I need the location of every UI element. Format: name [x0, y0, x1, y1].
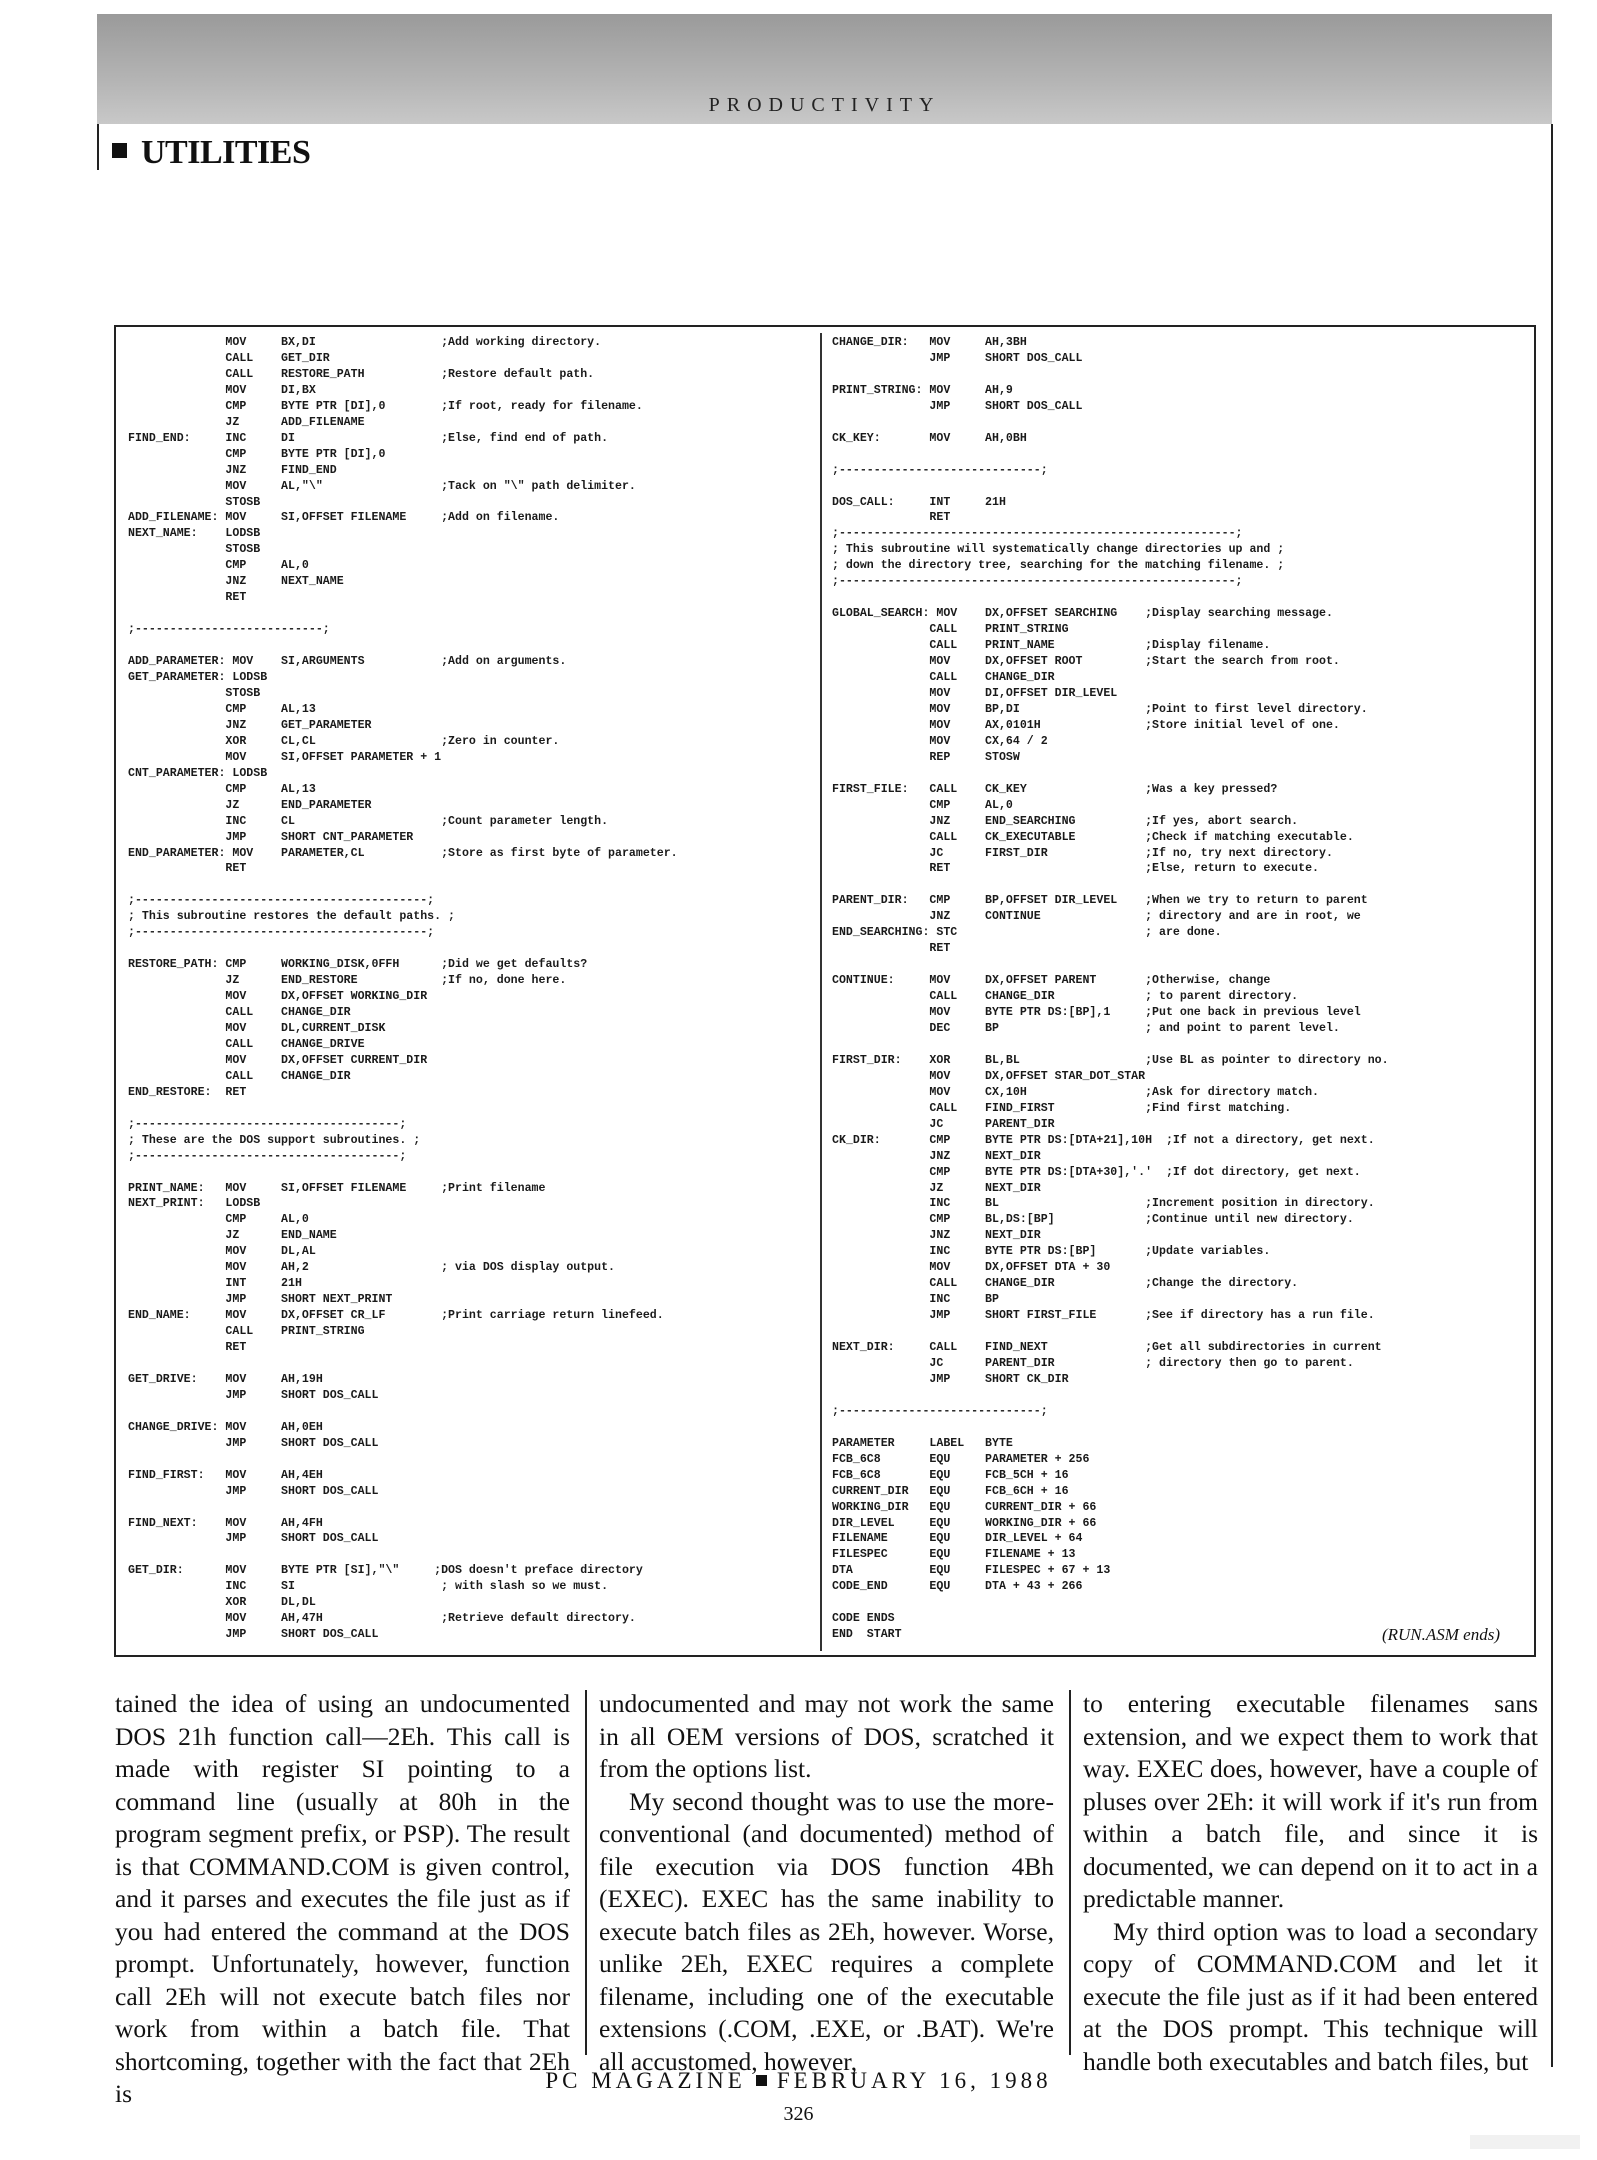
code-line: STOSB: [128, 543, 261, 557]
code-line: PARENT_DIR: CMP BP,OFFSET DIR_LEVEL ;When we try to return to parent: [832, 894, 1368, 908]
code-line: [832, 1388, 1532, 1404]
code-line: CNT_PARAMETER: LODSB: [128, 766, 268, 780]
code-line: INT 21H: [128, 1277, 302, 1291]
code-line: CK_KEY: MOV AH,0BH: [832, 431, 1027, 445]
code-line: [128, 1452, 818, 1468]
code-line: REP STOSW: [832, 750, 1020, 764]
code-line: JZ END_PARAMETER: [128, 798, 372, 812]
code-line: JZ END_RESTORE ;If no, done here.: [128, 974, 567, 988]
code-line: ;--------------------------------------;: [128, 1117, 407, 1131]
code-line: ;--------------------------------------;: [128, 1149, 407, 1163]
code-line: ; This subroutine restores the default paths. ;: [128, 910, 455, 924]
code-line: GET_PARAMETER: LODSB: [128, 671, 268, 685]
code-line: MOV AL,"\" ;Tack on "\" path delimiter.: [128, 479, 636, 493]
code-line: JNZ GET_PARAMETER: [128, 718, 372, 732]
code-line: FCB_6C8 EQU PARAMETER + 256: [832, 1452, 1090, 1466]
magazine-name: PC MAGAZINE: [545, 2068, 746, 2093]
paragraph: My third option was to load a secondary copy of COMMAND.COM and let it execute the file just as if it had been entered at the DOS prompt. This technique will handle both executables and batch files, but: [1083, 1916, 1538, 2076]
code-line: GET_DIR: MOV BYTE PTR [SI],"\" ;DOS doesn't preface directory: [128, 1564, 643, 1578]
issue-date: FEBRUARY 16, 1988: [776, 2068, 1052, 2093]
code-line: CALL CHANGE_DIR: [128, 1069, 351, 1083]
code-line: [832, 957, 1532, 973]
code-line: CALL CHANGE_DIR: [832, 671, 1055, 685]
paragraph: to entering executable filenames sans extension, and we expect them to work that way. EXEC does, however, have a couple of pluses over 2Eh: it will work if it's run from within a batch file, and since it is documented, we can depend on it to act in a predictable manner.: [1083, 1689, 1538, 1913]
code-line: XOR CL,CL ;Zero in counter.: [128, 734, 560, 748]
code-line: CK_DIR: CMP BYTE PTR DS:[DTA+21],10H ;If not a directory, get next.: [832, 1133, 1375, 1147]
code-line: CMP BYTE PTR [DI],0 ;If root, ready for filename.: [128, 399, 643, 413]
code-line: MOV DX,OFFSET CURRENT_DIR: [128, 1053, 428, 1067]
code-line: [128, 1404, 818, 1420]
paragraph: undocumented and may not work the same in all OEM versions of DOS, scratched it from the options list.: [599, 1689, 1054, 1783]
code-line: CMP AL,0: [832, 798, 1013, 812]
code-line: MOV BP,DI ;Point to first level directory.: [832, 702, 1368, 716]
code-line: MOV DI,BX: [128, 383, 316, 397]
code-line: JMP SHORT DOS_CALL: [128, 1484, 379, 1498]
code-line: JNZ NEXT_NAME: [128, 575, 344, 589]
code-line: [832, 367, 1532, 383]
code-line: [832, 877, 1532, 893]
code-line: ;---------------------------;: [128, 623, 330, 637]
paragraph: tained the idea of using an undocumented DOS 21h function call—2Eh. This call is made with register SI pointing to a command line (usually at 80h in the program segment prefix, or PSP). The result is that COMMAND.COM is given control, and it parses and executes the file just as if you had entered the command at the DOS prompt. Unfortunately, however, function call 2Eh will not execute batch files nor work from within a batch file. That shortcoming, together with the fact that 2Eh is: [115, 1689, 570, 2108]
code-line: NEXT_PRINT: LODSB: [128, 1197, 261, 1211]
code-line: RET: [128, 591, 247, 605]
code-line: NEXT_DIR: CALL FIND_NEXT ;Get all subdirectories in current: [832, 1341, 1382, 1355]
code-line: JNZ END_SEARCHING ;If yes, abort search.: [832, 814, 1299, 828]
code-line: [832, 1324, 1532, 1340]
code-line: JMP SHORT DOS_CALL: [128, 1388, 379, 1402]
footer-bullet: [756, 2075, 767, 2086]
code-line: JC PARENT_DIR: [832, 1117, 1055, 1131]
code-line: INC BP: [832, 1293, 999, 1307]
code-line: RESTORE_PATH: CMP WORKING_DISK,0FFH ;Did we get defaults?: [128, 958, 588, 972]
code-line: CALL FIND_FIRST ;Find first matching.: [832, 1101, 1292, 1115]
code-line: MOV AH,47H ;Retrieve default directory.: [128, 1612, 636, 1626]
code-line: [832, 590, 1532, 606]
code-line: FILESPEC EQU FILENAME + 13: [832, 1548, 1076, 1562]
code-line: RET: [128, 862, 247, 876]
code-line: CMP BYTE PTR DS:[DTA+30],'.' ;If dot directory, get next.: [832, 1165, 1361, 1179]
code-line: ADD_PARAMETER: MOV SI,ARGUMENTS ;Add on arguments.: [128, 655, 567, 669]
code-line: INC SI ; with slash so we must.: [128, 1580, 609, 1594]
code-line: CALL RESTORE_PATH ;Restore default path.: [128, 367, 595, 381]
code-line: ;---------------------------------------------------------;: [832, 527, 1243, 541]
code-line: JMP SHORT FIRST_FILE ;See if directory has a run file.: [832, 1309, 1375, 1323]
code-line: FIND_NEXT: MOV AH,4FH: [128, 1516, 323, 1530]
code-line: [128, 638, 818, 654]
code-line: END_SEARCHING: STC ; are done.: [832, 926, 1222, 940]
code-line: MOV BYTE PTR DS:[BP],1 ;Put one back in previous level: [832, 1006, 1361, 1020]
code-line: ADD_FILENAME: MOV SI,OFFSET FILENAME ;Add on filename.: [128, 511, 560, 525]
code-line: ;---------------------------------------------------------;: [832, 575, 1243, 589]
code-line: [128, 606, 818, 622]
code-line: DEC BP ; and point to parent level.: [832, 1021, 1340, 1035]
code-line: END_NAME: MOV DX,OFFSET CR_LF ;Print carriage return linefeed.: [128, 1309, 664, 1323]
column-rule-1: [585, 1690, 587, 2055]
code-line: STOSB: [128, 686, 261, 700]
code-line: [832, 447, 1532, 463]
code-line: JZ NEXT_DIR: [832, 1181, 1041, 1195]
code-line: [832, 766, 1532, 782]
article-column-2: [599, 1688, 1054, 2078]
listing-right-column: [832, 335, 1532, 1643]
code-line: RET: [832, 511, 951, 525]
code-line: JZ END_NAME: [128, 1229, 337, 1243]
code-line: [128, 1500, 818, 1516]
code-line: CMP AL,13: [128, 702, 316, 716]
code-line: CURRENT_DIR EQU FCB_6CH + 16: [832, 1484, 1069, 1498]
code-line: FIRST_FILE: CALL CK_KEY ;Was a key pressed?: [832, 782, 1278, 796]
department-title: UTILITIES: [141, 134, 311, 171]
code-line: PRINT_NAME: MOV SI,OFFSET FILENAME ;Print filename: [128, 1181, 546, 1195]
code-line: JMP SHORT DOS_CALL: [128, 1532, 379, 1546]
department-heading: [112, 134, 310, 172]
code-line: CALL PRINT_STRING: [832, 623, 1069, 637]
code-line: ;------------------------------------------;: [128, 926, 435, 940]
code-line: CMP AL,0: [128, 1213, 309, 1227]
code-line: CHANGE_DRIVE: MOV AH,0EH: [128, 1420, 323, 1434]
code-line: [832, 479, 1532, 495]
code-line: JC FIRST_DIR ;If no, try next directory.: [832, 846, 1333, 860]
article-column-3: [1083, 1688, 1538, 2078]
code-line: CMP BYTE PTR [DI],0: [128, 447, 386, 461]
code-line: CMP AL,13: [128, 782, 316, 796]
code-line: CALL CHANGE_DIR ; to parent directory.: [832, 990, 1299, 1004]
right-rule: [1551, 124, 1553, 2067]
code-line: [832, 1595, 1532, 1611]
code-line: MOV DX,OFFSET WORKING_DIR: [128, 990, 428, 1004]
code-line: END_RESTORE: RET: [128, 1085, 247, 1099]
code-line: CALL GET_DIR: [128, 351, 330, 365]
code-line: JNZ NEXT_DIR: [832, 1149, 1041, 1163]
code-line: [128, 941, 818, 957]
code-line: FILENAME EQU DIR_LEVEL + 64: [832, 1532, 1083, 1546]
code-line: GET_DRIVE: MOV AH,19H: [128, 1372, 323, 1386]
code-line: MOV SI,OFFSET PARAMETER + 1: [128, 750, 442, 764]
left-rule: [97, 124, 99, 170]
code-line: PRINT_STRING: MOV AH,9: [832, 383, 1013, 397]
code-line: MOV DX,OFFSET STAR_DOT_STAR: [832, 1069, 1146, 1083]
code-line: MOV BX,DI ;Add working directory.: [128, 336, 602, 349]
code-line: CODE_END EQU DTA + 43 + 266: [832, 1580, 1083, 1594]
code-line: GLOBAL_SEARCH: MOV DX,OFFSET SEARCHING ;Display searching message.: [832, 607, 1333, 621]
listing-divider: [820, 333, 822, 1651]
code-line: PARAMETER LABEL BYTE: [832, 1436, 1013, 1450]
code-line: JMP SHORT DOS_CALL: [832, 351, 1083, 365]
code-line: XOR DL,DL: [128, 1596, 316, 1610]
code-line: MOV DI,OFFSET DIR_LEVEL: [832, 686, 1118, 700]
code-line: [832, 415, 1532, 431]
code-line: MOV DX,OFFSET ROOT ;Start the search from root.: [832, 655, 1340, 669]
code-line: ; down the directory tree, searching for the matching filename. ;: [832, 559, 1285, 573]
section-label: PRODUCTIVITY: [708, 94, 941, 116]
code-line: JMP SHORT NEXT_PRINT: [128, 1293, 393, 1307]
code-line: MOV CX,10H ;Ask for directory match.: [832, 1085, 1320, 1099]
code-line: JMP SHORT DOS_CALL: [128, 1628, 379, 1642]
code-line: MOV DL,AL: [128, 1245, 316, 1259]
column-rule-2: [1069, 1690, 1071, 2055]
code-line: [832, 1420, 1532, 1436]
code-line: JZ ADD_FILENAME: [128, 415, 365, 429]
code-line: FIND_FIRST: MOV AH,4EH: [128, 1468, 323, 1482]
code-line: NEXT_NAME: LODSB: [128, 527, 261, 541]
code-line: CONTINUE: MOV DX,OFFSET PARENT ;Otherwise, change: [832, 974, 1271, 988]
code-line: RET: [128, 1341, 247, 1355]
code-line: INC BL ;Increment position in directory.: [832, 1197, 1375, 1211]
listing-end-note: (RUN.ASM ends): [1381, 1625, 1500, 1644]
listing-left-column: [128, 335, 818, 1643]
code-line: ;-----------------------------;: [832, 1404, 1048, 1418]
heading-bullet: [112, 143, 127, 158]
code-line: CALL CK_EXECUTABLE ;Check if matching executable.: [832, 830, 1354, 844]
code-line: RET ;Else, return to execute.: [832, 862, 1320, 876]
code-line: [128, 1101, 818, 1117]
code-line: CALL PRINT_STRING: [128, 1325, 365, 1339]
code-line: [832, 1037, 1532, 1053]
code-listing: [114, 325, 1536, 1657]
code-line: CALL CHANGE_DIR: [128, 1006, 351, 1020]
code-line: STOSB: [128, 495, 261, 509]
scan-smudge: [1470, 2135, 1580, 2149]
paragraph: My second thought was to use the more-conventional (and documented) method of file execution via DOS function 4Bh (EXEC). EXEC has the same inability to execute batch files as 2Eh, however. Worse, unlike 2Eh, EXEC requires a complete filename, including one of the executable extensions (.COM, .EXE, or .BAT). We're all accustomed, however,: [599, 1786, 1054, 2076]
code-line: MOV DX,OFFSET DTA + 30: [832, 1261, 1111, 1275]
code-line: CODE ENDS: [832, 1612, 895, 1626]
code-line: MOV AX,0101H ;Store initial level of one.: [832, 718, 1340, 732]
code-line: END_PARAMETER: MOV PARAMETER,CL ;Store as first byte of parameter.: [128, 846, 678, 860]
code-line: ;-----------------------------;: [832, 463, 1048, 477]
code-line: [128, 877, 818, 893]
code-line: CMP AL,0: [128, 559, 309, 573]
code-line: DOS_CALL: INT 21H: [832, 495, 1006, 509]
code-line: DIR_LEVEL EQU WORKING_DIR + 66: [832, 1516, 1097, 1530]
code-line: MOV AH,2 ; via DOS display output.: [128, 1261, 616, 1275]
code-line: [128, 1165, 818, 1181]
code-line: [128, 1547, 818, 1563]
code-line: MOV CX,64 / 2: [832, 734, 1048, 748]
code-line: ;------------------------------------------;: [128, 894, 435, 908]
page-number: 326: [783, 2103, 814, 2125]
code-line: JNZ NEXT_DIR: [832, 1229, 1041, 1243]
page-footer: [0, 2068, 1597, 2094]
code-line: RET: [832, 942, 951, 956]
code-line: FIND_END: INC DI ;Else, find end of path.: [128, 431, 609, 445]
code-line: JC PARENT_DIR ; directory then go to parent.: [832, 1357, 1354, 1370]
code-line: CHANGE_DIR: MOV AH,3BH: [832, 336, 1027, 349]
article-column-1: [115, 1688, 570, 2111]
code-line: MOV DL,CURRENT_DISK: [128, 1021, 386, 1035]
code-line: INC BYTE PTR DS:[BP] ;Update variables.: [832, 1245, 1271, 1259]
code-line: [128, 1356, 818, 1372]
code-line: JMP SHORT DOS_CALL: [128, 1436, 379, 1450]
code-line: ; These are the DOS support subroutines. ;: [128, 1133, 421, 1147]
code-line: FCB_6C8 EQU FCB_5CH + 16: [832, 1468, 1069, 1482]
code-line: JNZ FIND_END: [128, 463, 337, 477]
code-line: WORKING_DIR EQU CURRENT_DIR + 66: [832, 1500, 1097, 1514]
code-line: CALL CHANGE_DIR ;Change the directory.: [832, 1277, 1299, 1291]
code-line: END START: [832, 1628, 902, 1642]
code-line: JNZ CONTINUE ; directory and are in root, we: [832, 910, 1361, 924]
code-line: JMP SHORT DOS_CALL: [832, 399, 1083, 413]
code-line: CALL PRINT_NAME ;Display filename.: [832, 639, 1271, 653]
code-line: JMP SHORT CK_DIR: [832, 1372, 1069, 1386]
code-line: ; This subroutine will systematically change directories up and ;: [832, 543, 1285, 557]
code-line: JMP SHORT CNT_PARAMETER: [128, 830, 414, 844]
code-line: INC CL ;Count parameter length.: [128, 814, 609, 828]
code-line: DTA EQU FILESPEC + 67 + 13: [832, 1564, 1111, 1578]
code-line: FIRST_DIR: XOR BL,BL ;Use BL as pointer to directory no.: [832, 1053, 1389, 1067]
code-line: CALL CHANGE_DRIVE: [128, 1037, 365, 1051]
code-line: CMP BL,DS:[BP] ;Continue until new directory.: [832, 1213, 1354, 1227]
